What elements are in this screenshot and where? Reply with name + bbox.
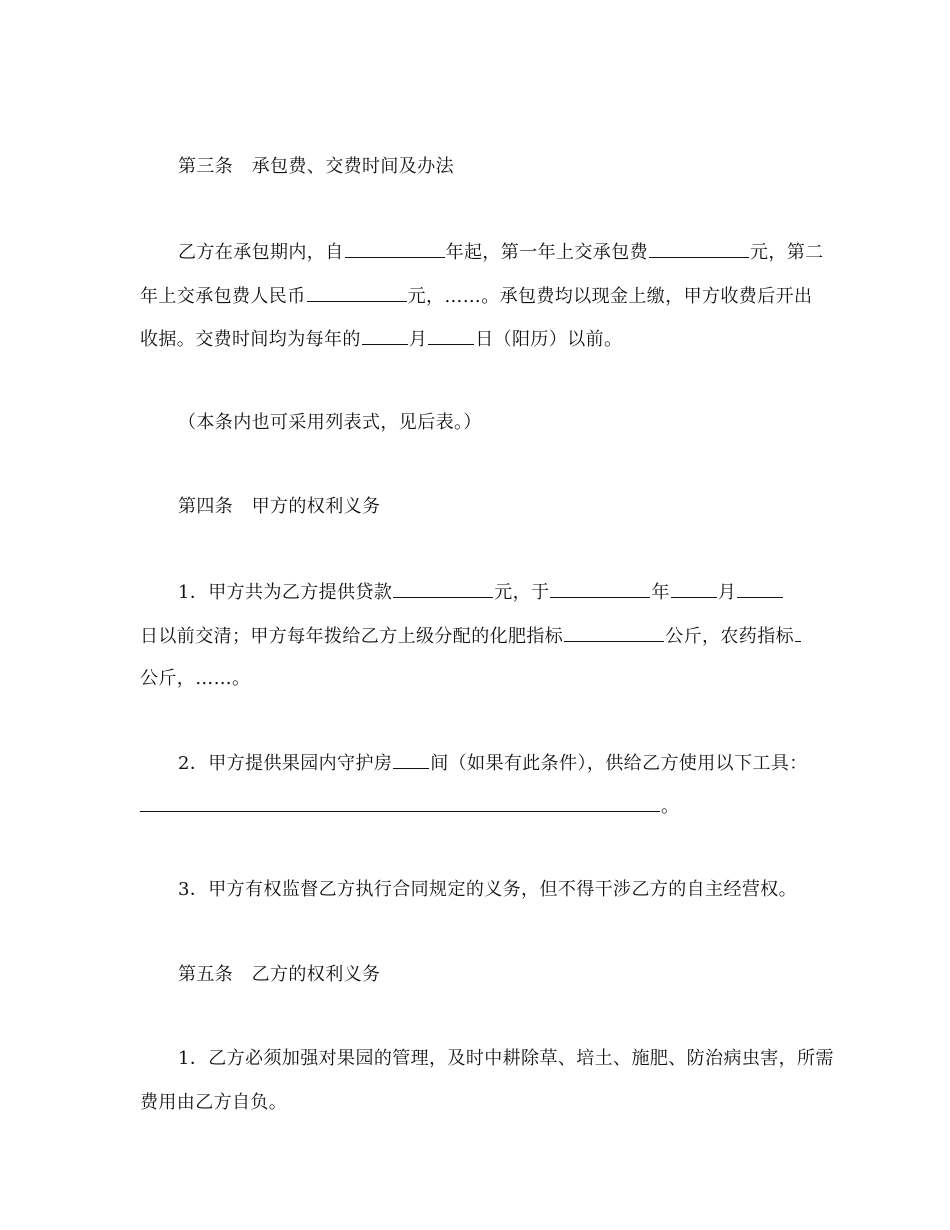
article-5-item-1-line-1: 1．乙方必须加强对果园的管理，及时中耕除草、培土、施肥、防治病虫害，所需 bbox=[178, 1048, 834, 1069]
text-run: 年 bbox=[651, 582, 670, 603]
text-run: 2．甲方提供果园内守护房 bbox=[178, 753, 393, 774]
fill-in-blank-loan-day[interactable] bbox=[737, 580, 783, 598]
fill-in-blank-tools-list[interactable] bbox=[140, 794, 660, 812]
fill-in-blank-fertilizer-quota[interactable] bbox=[564, 624, 664, 642]
article-4-item-2-line-2 bbox=[140, 794, 820, 819]
article-4-item-2-line-1 bbox=[178, 751, 820, 776]
text-run: 1．甲方共为乙方提供贷款 bbox=[178, 582, 393, 603]
text-run: 年上交承包费人民币 bbox=[140, 286, 306, 307]
article-3-note: （本条内也可采用列表式，见后表。） bbox=[178, 412, 482, 433]
text-run: 。 bbox=[661, 796, 680, 817]
article-3-paragraph-line-3 bbox=[140, 327, 820, 352]
article-4-item-1-line-3: 公斤，……。 bbox=[140, 668, 251, 689]
text-run: 乙方在承包期内，自 bbox=[178, 242, 344, 263]
fill-in-blank-pesticide-quota[interactable] bbox=[795, 624, 801, 642]
fill-in-blank-loan-amount[interactable] bbox=[393, 580, 493, 598]
article-3-paragraph-line-2 bbox=[140, 284, 820, 309]
fill-in-blank-first-year-fee[interactable] bbox=[649, 240, 749, 258]
text-run: 公斤，农药指标 bbox=[665, 626, 795, 647]
article-4-heading: 第四条 甲方的权利义务 bbox=[178, 496, 381, 517]
text-run: 元，第二 bbox=[750, 242, 824, 263]
fill-in-blank-month[interactable] bbox=[362, 327, 408, 345]
text-run: 年起，第一年上交承包费 bbox=[445, 242, 649, 263]
article-5-heading: 第五条 乙方的权利义务 bbox=[178, 964, 381, 985]
fill-in-blank-second-year-fee[interactable] bbox=[307, 284, 407, 302]
article-3-heading: 第三条 承包费、交费时间及办法 bbox=[178, 156, 454, 177]
article-3-paragraph-line-1 bbox=[178, 240, 824, 265]
fill-in-blank-start-year[interactable] bbox=[345, 240, 445, 258]
fill-in-blank-guard-rooms[interactable] bbox=[393, 751, 429, 769]
article-4-item-3: 3．甲方有权监督乙方执行合同规定的义务，但不得干涉乙方的自主经营权。 bbox=[178, 879, 798, 900]
text-run: 元，于 bbox=[494, 582, 550, 603]
text-run: 月 bbox=[408, 329, 428, 350]
article-5-item-1-line-2: 费用由乙方自负。 bbox=[140, 1092, 288, 1113]
text-run: 元，……。承包费均以现金上缴，甲方收费后开出 bbox=[407, 286, 813, 307]
article-4-item-1-line-1 bbox=[178, 580, 820, 605]
text-run: 日（阳历）以前。 bbox=[475, 329, 623, 350]
fill-in-blank-loan-year[interactable] bbox=[550, 580, 650, 598]
fill-in-blank-day[interactable] bbox=[428, 327, 474, 345]
fill-in-blank-loan-month[interactable] bbox=[671, 580, 717, 598]
text-run: 日以前交清；甲方每年拨给乙方上级分配的化肥指标 bbox=[140, 626, 564, 647]
text-run: 间（如果有此条件），供给乙方使用以下工具： bbox=[430, 753, 808, 774]
text-run: 月 bbox=[717, 582, 737, 603]
article-4-item-1-line-2 bbox=[140, 624, 820, 649]
text-run: 收据。交费时间均为每年的 bbox=[140, 329, 361, 350]
